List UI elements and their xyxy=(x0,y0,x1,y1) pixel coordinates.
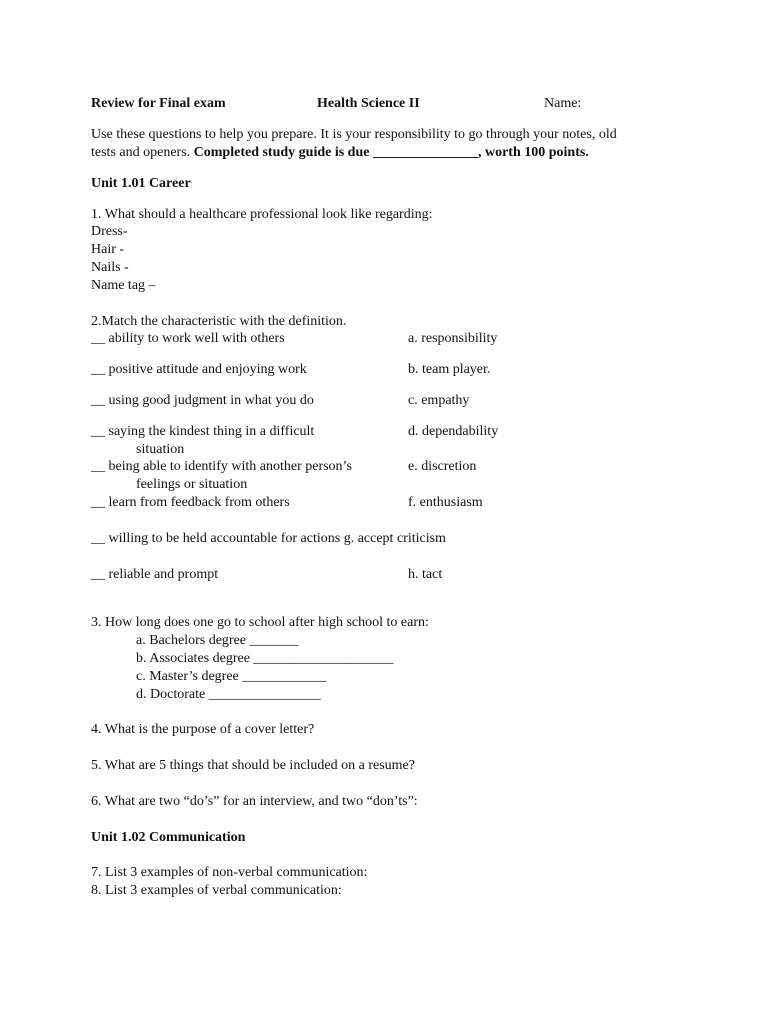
match-item-left: __ positive attitude and enjoying work xyxy=(91,362,307,377)
match-item-left: __ reliable and prompt xyxy=(91,567,219,582)
match-item-left: __ learn from feedback from others xyxy=(91,495,290,510)
match-item-right: h. tact xyxy=(408,567,443,582)
match-item-left-continued: feelings or situation xyxy=(136,477,248,492)
match-item-left: __ being able to identify with another person’s xyxy=(91,459,352,474)
match-item-right: f. enthusiasm xyxy=(408,495,483,510)
question-1: 1. What should a healthcare professional look like regarding: xyxy=(91,207,433,222)
q1-item-hair: Hair - xyxy=(91,242,125,257)
name-label: Name: xyxy=(544,96,582,111)
q1-item-dress: Dress- xyxy=(91,224,128,239)
intro-line-2 xyxy=(91,144,589,161)
question-8: 8. List 3 examples of verbal communication: xyxy=(91,883,342,898)
match-item-right: e. discretion xyxy=(408,459,477,474)
match-item-left: __ saying the kindest thing in a difficult xyxy=(91,424,315,439)
intro-line-2-text: tests and openers. xyxy=(91,145,191,160)
match-item-left: __ using good judgment in what you do xyxy=(91,393,314,408)
q3-item-associates: b. Associates degree ____________________ xyxy=(136,651,394,666)
q3-item-masters: c. Master’s degree ____________ xyxy=(136,669,327,684)
match-item-right: a. responsibility xyxy=(408,331,498,346)
match-item-left: __ willing to be held accountable for actions g. accept criticism xyxy=(91,531,446,546)
question-4: 4. What is the purpose of a cover letter? xyxy=(91,722,315,737)
question-5: 5. What are 5 things that should be included on a resume? xyxy=(91,758,415,773)
match-item-right: c. empathy xyxy=(408,393,470,408)
q1-item-name-tag: Name tag – xyxy=(91,278,156,293)
q3-item-doctorate: d. Doctorate ________________ xyxy=(136,687,321,702)
question-2: 2.Match the characteristic with the definition. xyxy=(91,314,347,329)
match-item-right: d. dependability xyxy=(408,424,499,439)
q1-item-nails: Nails - xyxy=(91,260,129,275)
match-item-left: __ ability to work well with others xyxy=(91,331,285,346)
due-date-statement: Completed study guide is due _______________, worth 100 points. xyxy=(193,145,589,160)
match-item-left-continued: situation xyxy=(136,442,185,457)
question-3: 3. How long does one go to school after high school to earn: xyxy=(91,615,429,630)
question-6: 6. What are two “do’s” for an interview, and two “don’ts”: xyxy=(91,794,418,809)
match-item-right: b. team player. xyxy=(408,362,491,377)
unit-2-heading: Unit 1.02 Communication xyxy=(91,830,246,845)
q3-item-bachelors: a. Bachelors degree _______ xyxy=(136,633,299,648)
course-name: Health Science II xyxy=(317,96,420,111)
unit-1-heading: Unit 1.01 Career xyxy=(91,176,191,191)
document-title: Review for Final exam xyxy=(91,96,226,111)
question-7: 7. List 3 examples of non-verbal communication: xyxy=(91,865,368,880)
intro-line-1: Use these questions to help you prepare. It is your responsibility to go through your notes, old xyxy=(91,127,617,142)
